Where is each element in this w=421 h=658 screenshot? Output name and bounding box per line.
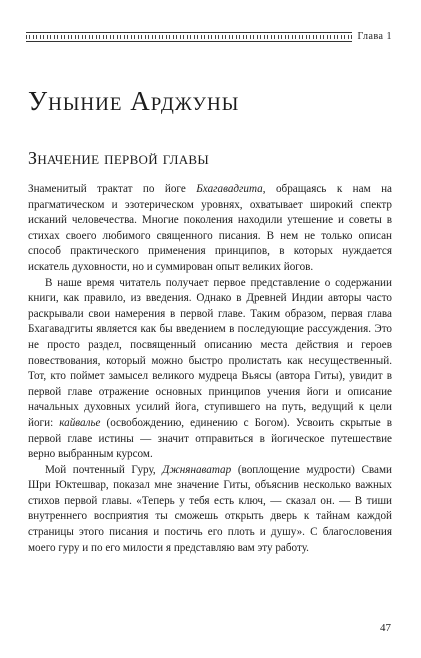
paragraph-3-italic-term: Джнянаватар [162, 463, 232, 476]
section-title: Значение первой главы [28, 148, 209, 168]
running-header [26, 30, 392, 44]
paragraph-3-run-1: Мой почтенный Гуру, [45, 463, 163, 476]
paragraph-1-italic-term: Бхагавадгита [196, 183, 263, 195]
body-text [28, 182, 392, 556]
page-number: 47 [380, 622, 391, 634]
paragraph-1 [28, 182, 392, 276]
paragraph-1-run-1: Знаменитый трактат по йоге [28, 183, 197, 195]
running-header-chapter-label: Глава 1 [357, 31, 392, 42]
paragraph-2-run-3: (освобождению, единению с Богом). Усвоить скрытые в первой главе истины — значит отправиться в йогическое путешествие верно выбранным курсом. [28, 416, 392, 461]
paragraph-3 [28, 463, 392, 557]
paragraph-2-italic-term: кайвалье [59, 416, 101, 429]
paragraph-2 [28, 276, 392, 463]
chapter-title: Уныние Арджуны [28, 86, 240, 116]
paragraph-2-run-1: В наше время читатель получает первое представление о содержании книги, как правило, из введения. Однако в Древней Индии авторы часто раскрывали свои намерения в первой главе. Таким образом, первая глава Бхагавадгиты является как бы введением в последующие рассуждения. Это не просто раздел, посвященный описанию места действия и героев повествования, который можно быстро пролистать как несущественный. Тот, кто поймет замысел великого мудреца Вьясы (автора Гиты), увидит в первой главе отражение основных принципов учения йоги и описание начальных духовных усилий йога, ступившего на путь, ведущий к цели йоги: [28, 276, 392, 429]
header-ornament-rule [26, 32, 352, 42]
paragraph-3-run-3: (воплощение мудрости) Свами Шри Юктешвар, показал мне значение Гиты, объяснив несколько важных стихов первой главы. «Теперь у тебя есть ключ, — сказал он. — В тиши внутреннего восприятия ты сможешь открыть дверь к тайнам каждой страницы этого писания и постичь его плоть и душу». С благословения моего гуру и по его милости я представляю вам эту работу. [28, 463, 392, 554]
paragraph-1-run-3: , обращаясь к нам на прагматическом и эзотерическом уровнях, охватывает широкий спектр исканий человечества. Многие поколения находили утешение и советы в стихах своего любимого священного писания. В нем не только описан способ практического применения принципов, в которых нуждается искатель духовности, но и суммирован опыт великих йогов. [28, 183, 392, 273]
